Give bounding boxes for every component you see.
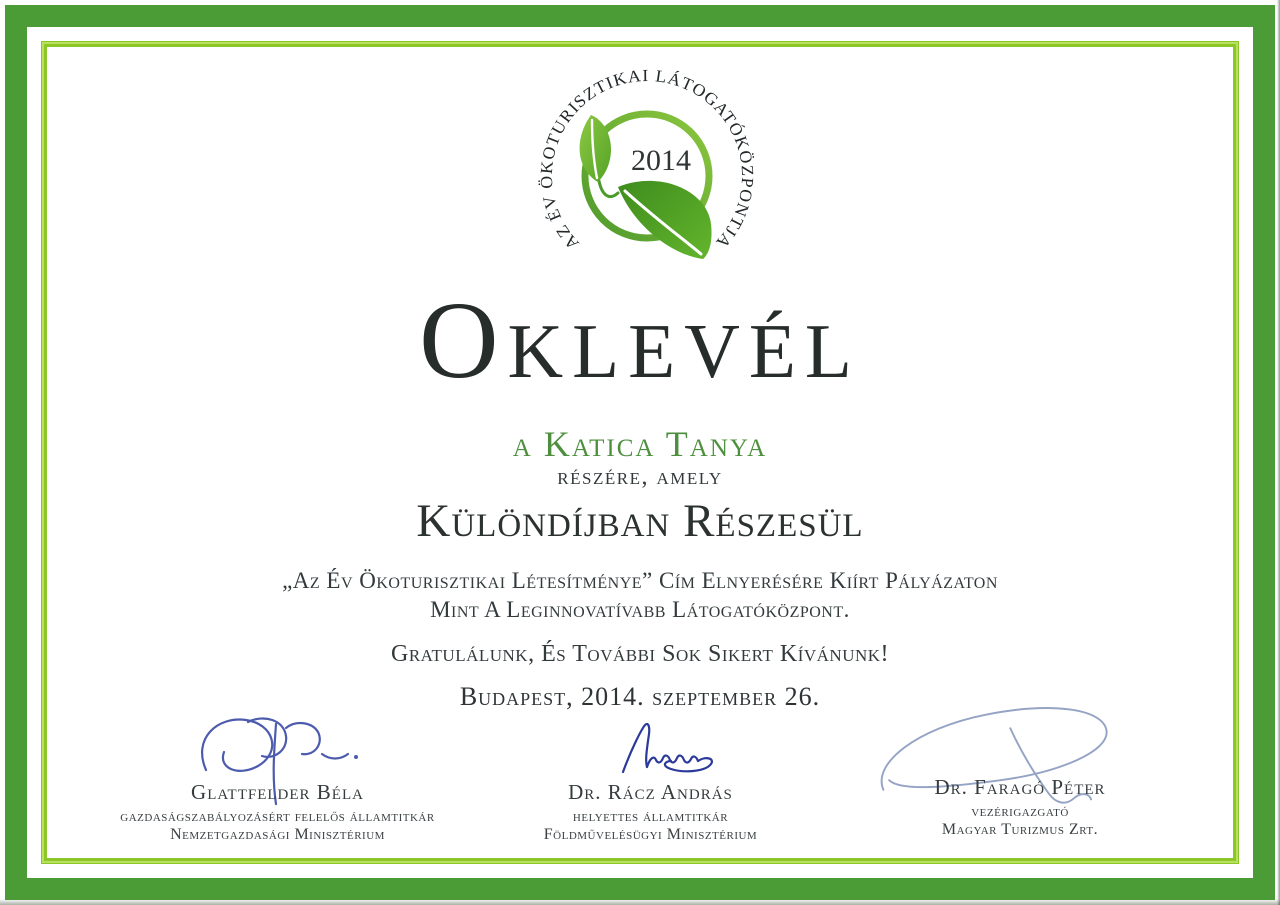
scan-edge-shadow-bottom <box>0 899 1280 905</box>
signatory-name: Glattfelder Béla <box>191 780 364 804</box>
recipient-name: a Katica Tanya <box>512 424 768 464</box>
seal-circular-text: AZ ÉV ÖKOTURISZTIKAI LÁTOGATÓKÖZPONTJA <box>536 66 758 254</box>
eco-award-seal <box>487 60 807 300</box>
signature-racz <box>595 720 745 780</box>
signatory-block-farago <box>858 776 1182 839</box>
leaf-stem <box>599 181 618 197</box>
signatory-organization: Nemzetgazdasági Minisztérium <box>170 826 385 843</box>
certificate-title: Oklevél <box>419 279 861 401</box>
leaf-icon-large <box>618 181 712 259</box>
signatory-organization: Földművelésügyi Minisztérium <box>543 826 758 843</box>
congratulations-line: Gratulálunk, És További Sok Sikert Kívánunk! <box>390 641 890 667</box>
award-description-line1: „Az Év Ökoturisztikai Létesítménye” Cím Elnyerésére Kiírt Pályázaton <box>282 568 998 593</box>
date-line: Budapest, 2014. szeptember 26. <box>459 682 821 711</box>
signatory-name: Dr. Faragó Péter <box>934 775 1106 799</box>
award-description <box>0 566 1280 625</box>
signatory-block-glattfelder <box>95 781 460 844</box>
signatory-role: helyettes államtitkár <box>572 808 729 826</box>
signatory-name: Dr. Rácz András <box>568 780 733 804</box>
award-description-line2: Mint A Leginnovatívabb Látogatóközpont. <box>430 597 850 623</box>
signatory-organization: Magyar Turizmus Zrt. <box>941 821 1099 838</box>
signatory-role: gazdaságszabályozásért felelős államtitkár <box>120 808 435 826</box>
seal-year: 2014 <box>631 144 691 177</box>
recipient-suffix: részére, amely <box>557 464 723 490</box>
award-title: Különdíjban Részesül <box>416 495 864 547</box>
signatory-role: vezérigazgató <box>971 803 1069 821</box>
signatory-block-racz <box>478 781 823 844</box>
